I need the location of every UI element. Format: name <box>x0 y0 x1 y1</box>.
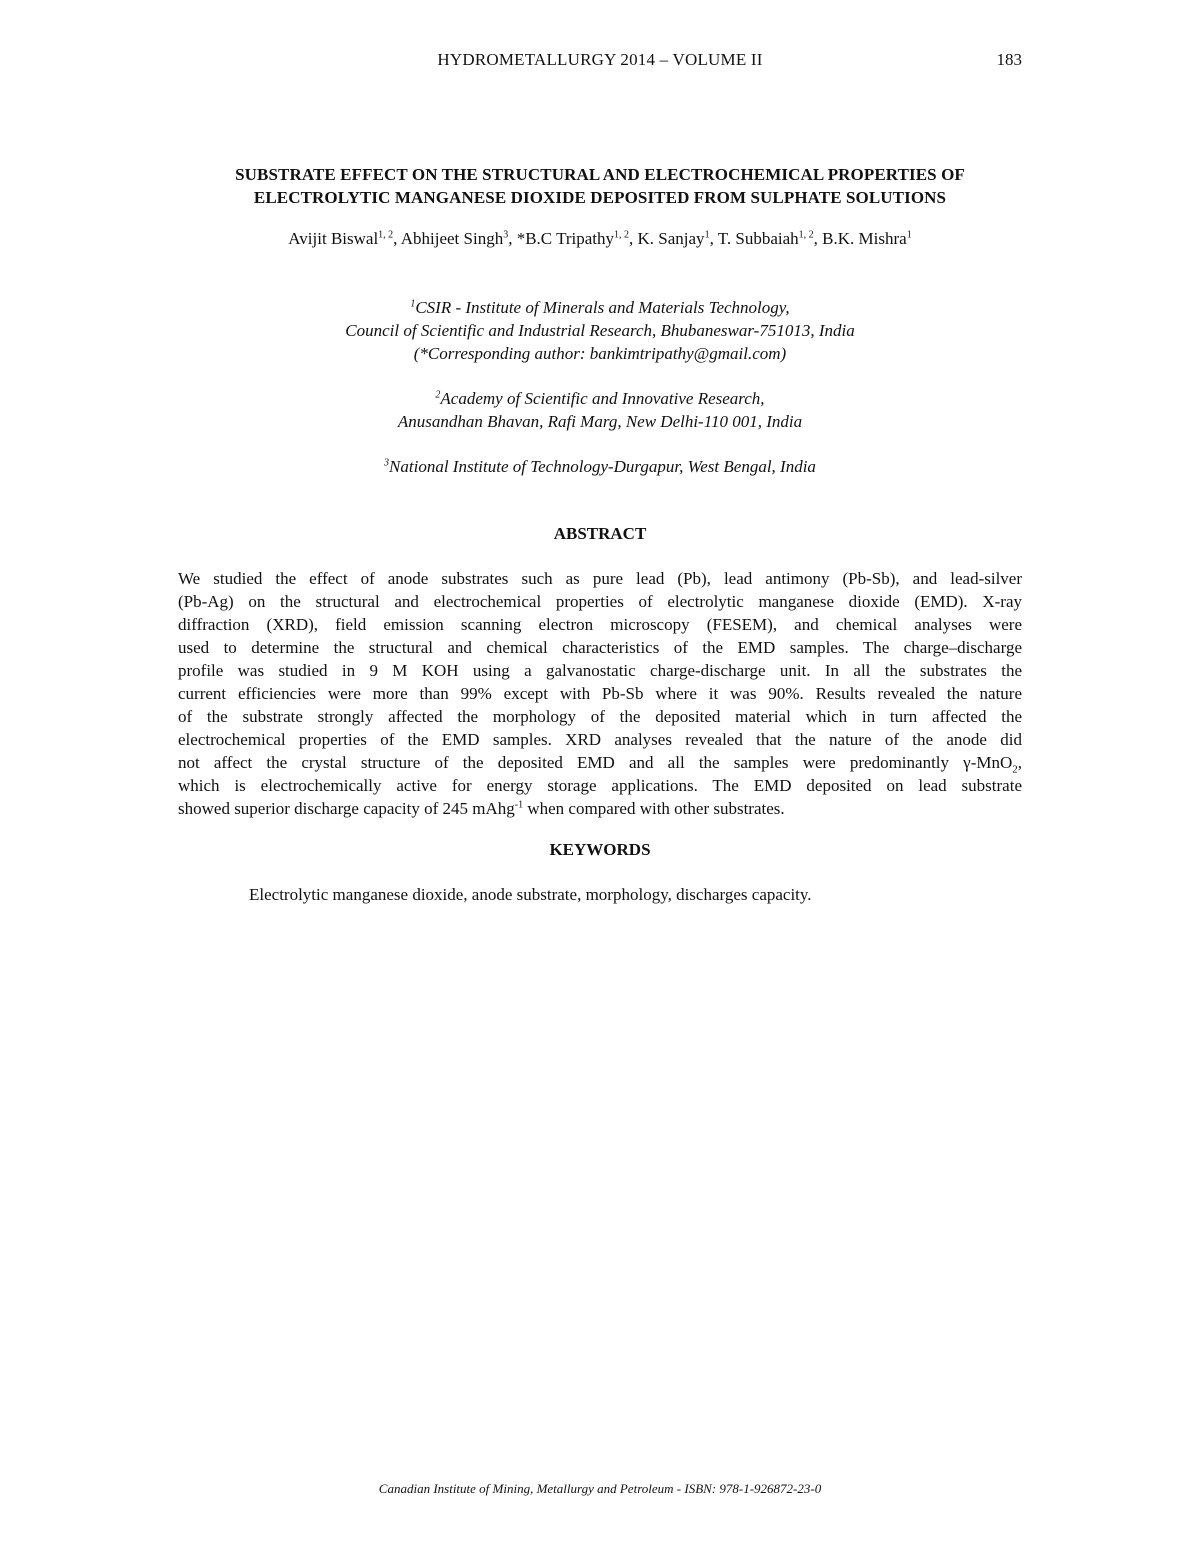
affiliation-line: CSIR - Institute of Minerals and Materials Technology, <box>415 298 790 317</box>
superscript: -1 <box>514 799 524 811</box>
affiliation-mark: 2 <box>435 389 441 401</box>
abstract-line: which is electrochemically active for energy storage applications. The EMD deposited on lead substrate <box>178 776 1022 795</box>
abstract-line-text: not affect the crystal structure of the deposited EMD and all the samples were predominantly γ-MnO <box>178 753 1013 772</box>
abstract-line: profile was studied in 9 M KOH using a galvanostatic charge-discharge unit. In all the substrates the <box>178 661 1022 680</box>
author-name: *B.C Tripathy <box>516 229 615 248</box>
running-title: HYDROMETALLURGY 2014 – VOLUME II <box>437 50 763 69</box>
author-name: Avijit Biswal <box>288 229 379 248</box>
author-name: T. Subbaiah <box>717 229 799 248</box>
author-name: Abhijeet Singh <box>400 229 504 248</box>
author-list <box>0 229 1200 249</box>
abstract-line: We studied the effect of anode substrates such as pure lead (Pb), lead antimony (Pb-Sb), and lead-silver <box>178 569 1022 588</box>
affiliation-mark: 3 <box>384 457 390 469</box>
author-affiliation-mark: 1, 2 <box>798 229 814 241</box>
affiliation-2 <box>0 387 1200 433</box>
abstract-heading: ABSTRACT <box>553 524 647 543</box>
affiliation-line: National Institute of Technology-Durgapur, West Bengal, India <box>389 457 816 476</box>
abstract-line <box>178 797 1022 820</box>
affiliation-3 <box>0 455 1200 478</box>
subscript: 2 <box>1012 763 1018 774</box>
affiliation-line: Anusandhan Bhavan, Rafi Marg, New Delhi-110 001, India <box>397 412 803 431</box>
keywords-heading: KEYWORDS <box>549 840 651 859</box>
abstract-line-tail: , <box>1017 753 1022 772</box>
author-separator: , <box>813 229 823 248</box>
author-affiliation-mark: 1, 2 <box>614 229 630 241</box>
abstract-line: used to determine the structural and chemical characteristics of the EMD samples. The charge–discharge <box>178 638 1022 657</box>
author-name: K. Sanjay <box>637 229 705 248</box>
corresponding-author-line: (*Corresponding author: bankimtripathy@gmail.com) <box>413 344 787 363</box>
abstract-line-text: showed superior discharge capacity of 245 mAhg <box>178 799 515 818</box>
affiliation-mark: 1 <box>410 298 416 310</box>
author-separator: , <box>393 229 401 248</box>
abstract-line: diffraction (XRD), field emission scanning electron microscopy (FESEM), and chemical analyses were <box>178 615 1022 634</box>
paper-title <box>150 163 1050 209</box>
author-separator: , <box>709 229 718 248</box>
page-number: 183 <box>996 50 1022 69</box>
paper-title-line-2: ELECTROLYTIC MANGANESE DIOXIDE DEPOSITED FROM SULPHATE SOLUTIONS <box>253 188 947 207</box>
affiliation-1 <box>0 296 1200 365</box>
abstract-body <box>178 567 1022 820</box>
keywords-list: Electrolytic manganese dioxide, anode substrate, morphology, discharges capacity. <box>249 885 812 904</box>
affiliation-line: Academy of Scientific and Innovative Research, <box>440 389 765 408</box>
author-affiliation-mark: 1 <box>906 229 912 241</box>
author-affiliation-mark: 3 <box>503 229 509 241</box>
author-separator: , <box>629 229 638 248</box>
author-affiliation-mark: 1, 2 <box>378 229 394 241</box>
paper-title-line-1: SUBSTRATE EFFECT ON THE STRUCTURAL AND ELECTROCHEMICAL PROPERTIES OF <box>235 165 965 184</box>
page-footer: Canadian Institute of Mining, Metallurgy and Petroleum - ISBN: 978-1-926872-23-0 <box>378 1481 822 1496</box>
affiliation-line: Council of Scientific and Industrial Research, Bhubaneswar-751013, India <box>345 321 855 340</box>
abstract-line-tail: when compared with other substrates. <box>523 799 785 818</box>
abstract-line: electrochemical properties of the EMD samples. XRD analyses revealed that the nature of the anode did <box>178 730 1022 749</box>
author-name: B.K. Mishra <box>822 229 907 248</box>
abstract-line <box>178 751 1022 774</box>
author-affiliation-mark: 1 <box>704 229 710 241</box>
author-separator: , <box>508 229 517 248</box>
abstract-line: current efficiencies were more than 99% except with Pb-Sb where it was 90%. Results revealed the nature <box>178 684 1022 703</box>
abstract-line: (Pb-Ag) on the structural and electrochemical properties of electrolytic manganese dioxide (EMD). X-ray <box>178 592 1022 611</box>
abstract-line: of the substrate strongly affected the morphology of the deposited material which in turn affected the <box>178 707 1022 726</box>
